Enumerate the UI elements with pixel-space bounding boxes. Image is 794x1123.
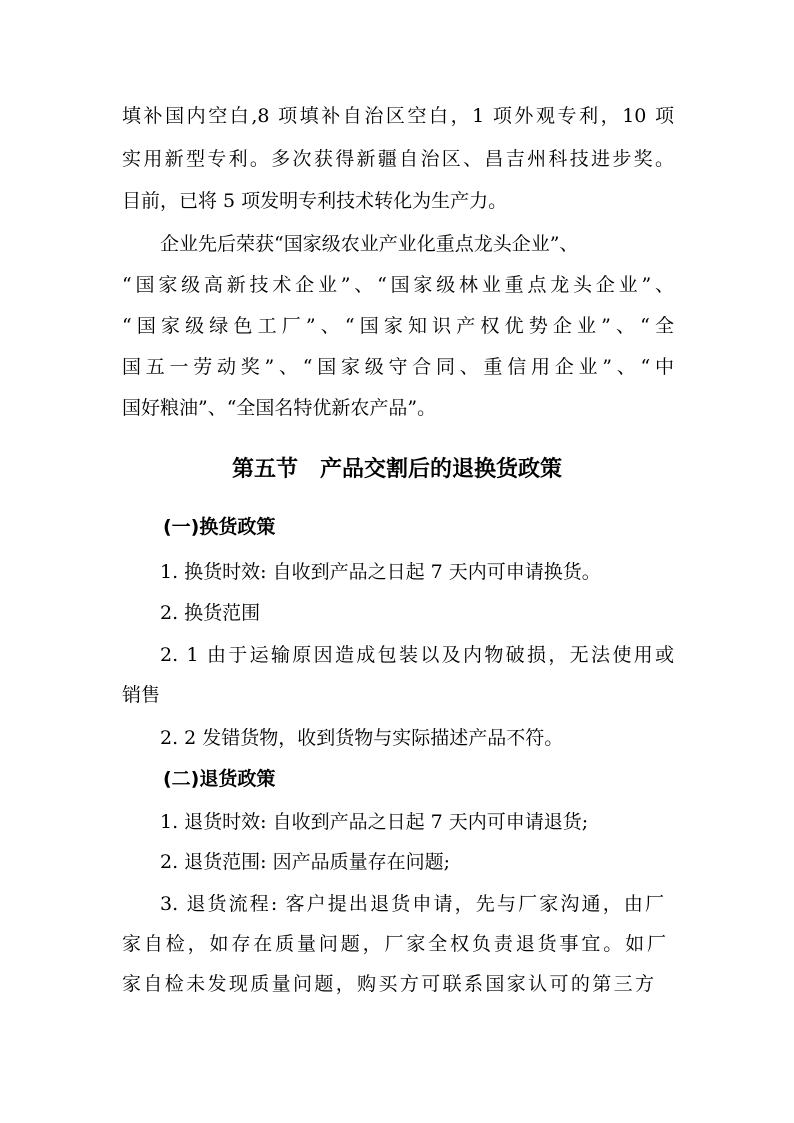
return-policy-heading: (二)退货政策 <box>163 768 276 790</box>
return-item-3-line-1: 3. 退货流程: 客户提出退货申请，先与厂家沟通，由厂 <box>160 893 664 915</box>
exchange-policy-heading: (一)换货政策 <box>163 516 276 538</box>
return-item-1: 1. 退货时效: 自收到产品之日起 7 天内可申请退货; <box>160 811 589 833</box>
exchange-item-2-2: 2. 2 发错货物，收到货物与实际描述产品不符。 <box>160 727 564 749</box>
paragraph-2-line-1: 企业先后荣获“国家级农业产业化重点龙头企业”、 <box>160 233 579 255</box>
paragraph-1-line-2: 实用新型专利。多次获得新疆自治区、昌吉州科技进步奖。 <box>122 148 674 170</box>
paragraph-2-line-5: 国好粮油”、“全国名特优新农产品”。 <box>122 397 437 419</box>
exchange-item-2-1: 2. 1 由于运输原因造成包装以及内物破损，无法使用或 <box>160 644 674 666</box>
exchange-item-2-1-continued: 销售 <box>122 684 161 706</box>
paragraph-1-line-3: 目前，已将 5 项发明专利技术转化为生产力。 <box>122 190 508 212</box>
return-item-3-line-3: 家自检未发现质量问题，购买方可联系国家认可的第三方 <box>122 973 654 995</box>
paragraph-2-line-2: “国家级高新技术企业”、“国家级林业重点龙头企业”、 <box>122 274 674 296</box>
return-item-2: 2. 退货范围: 因产品质量存在问题; <box>160 851 451 873</box>
exchange-item-1: 1. 换货时效: 自收到产品之日起 7 天内可申请换货。 <box>160 561 601 583</box>
paragraph-2-line-3: “国家级绿色工厂”、“国家知识产权优势企业”、“全 <box>122 315 674 337</box>
return-item-3-line-2: 家自检，如存在质量问题，厂家全权负责退货事宜。如厂 <box>122 933 666 955</box>
paragraph-1-line-1: 填补国内空白,8 项填补自治区空白，1 项外观专利，10 项 <box>122 105 674 127</box>
section-title: 第五节 产品交割后的退换货政策 <box>231 457 562 482</box>
paragraph-2-line-4: 国五一劳动奖”、“国家级守合同、重信用企业”、“中 <box>122 356 674 378</box>
exchange-item-2: 2. 换货范围 <box>160 602 261 624</box>
